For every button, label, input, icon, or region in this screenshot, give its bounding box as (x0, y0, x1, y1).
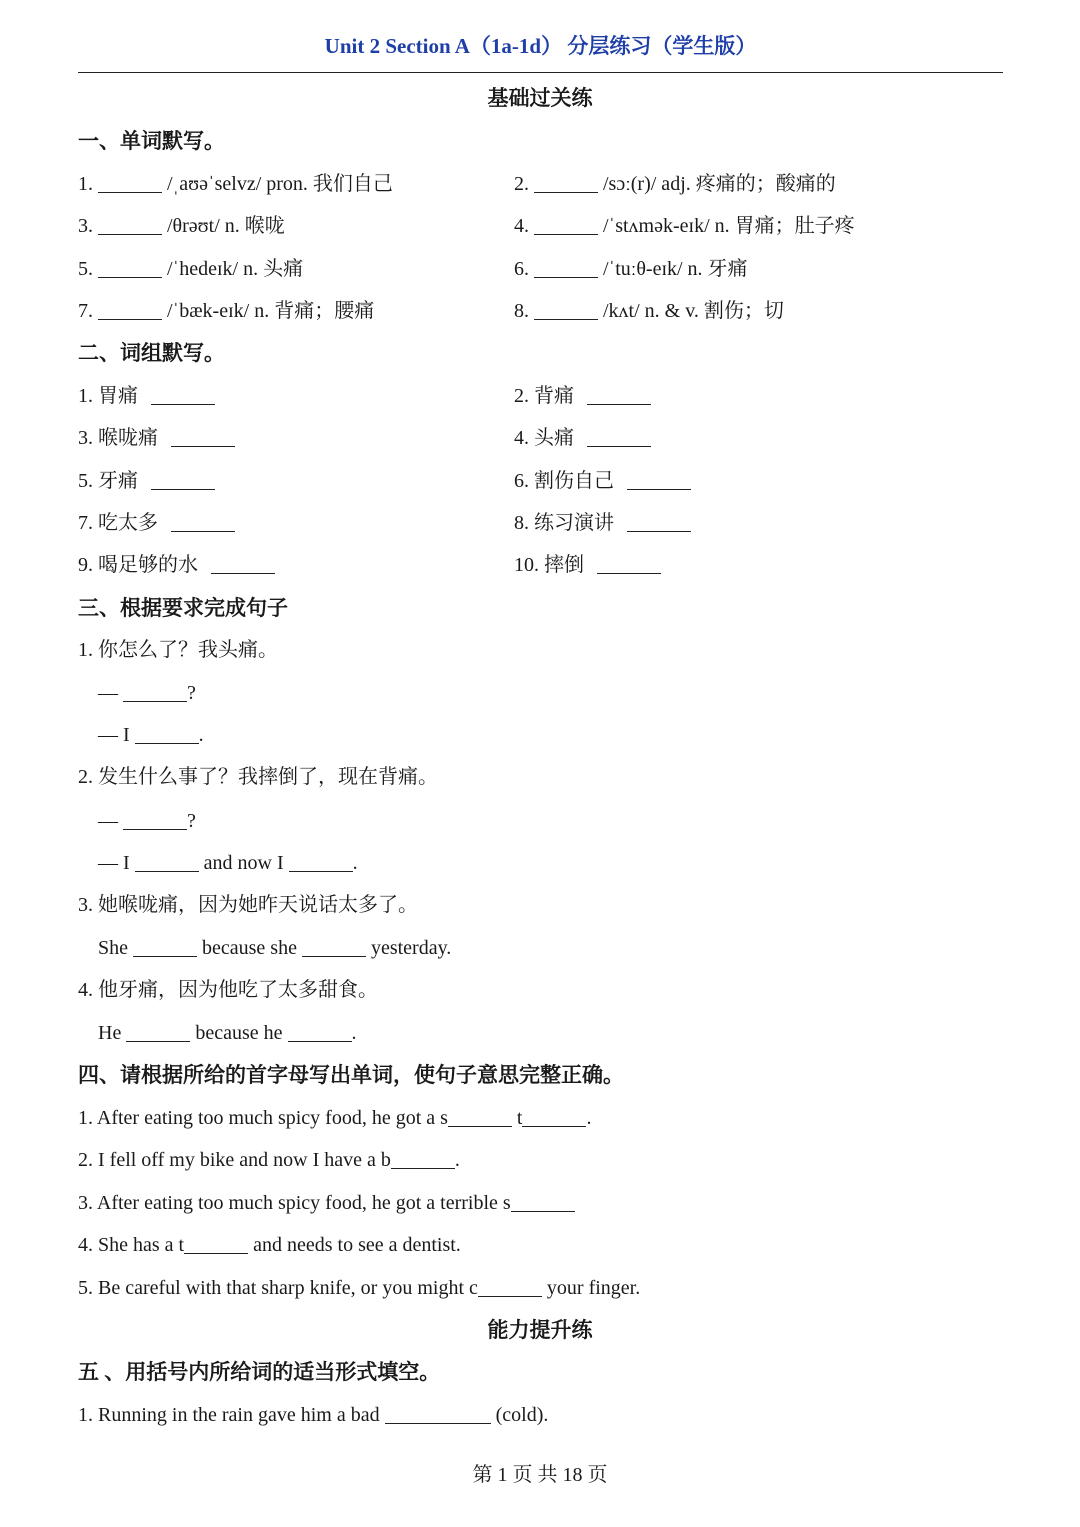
sentence-item: 1. After eating too much spicy food, he got a s t . (78, 1103, 591, 1133)
answer-blank[interactable] (171, 509, 235, 532)
answer-blank[interactable] (133, 934, 197, 957)
answer-blank[interactable] (478, 1274, 542, 1297)
vocab-item: 7. /ˈbæk-eɪk/ n. 背痛；腰痛 (78, 296, 374, 326)
vocab-item: 5. /ˈhedeɪk/ n. 头痛 (78, 254, 303, 284)
answer-blank[interactable] (587, 424, 651, 447)
answer-blank[interactable] (123, 679, 187, 702)
answer-blank[interactable] (627, 509, 691, 532)
answer-blank[interactable] (448, 1104, 512, 1127)
phrase-item: 6. 割伤自己 (514, 466, 691, 496)
answer-blank[interactable] (627, 467, 691, 490)
answer-blank[interactable] (135, 849, 199, 872)
vocab-item: 4. /ˈstʌmək-eɪk/ n. 胃痛；肚子疼 (514, 211, 855, 241)
page-number: 第 1 页 共 18 页 (472, 1464, 608, 1486)
sentence-item: 4. She has a t and needs to see a dentist. (78, 1230, 461, 1260)
answer-blank[interactable] (171, 424, 235, 447)
answer-blank[interactable] (534, 170, 598, 193)
answer-line: She because she yesterday. (98, 933, 451, 963)
answer-blank[interactable] (211, 551, 275, 574)
vocab-item: 6. /ˈtuːθ-eɪk/ n. 牙痛 (514, 254, 748, 284)
answer-blank[interactable] (511, 1189, 575, 1212)
phrase-item: 5. 牙痛 (78, 466, 215, 496)
question-prompt: 4. 他牙痛，因为他吃了太多甜食。 (78, 979, 378, 1001)
answer-blank[interactable] (534, 297, 598, 320)
answer-blank[interactable] (184, 1231, 248, 1254)
answer-blank[interactable] (587, 382, 651, 405)
phrase-item: 8. 练习演讲 (514, 508, 691, 538)
answer-line: — ? (98, 806, 196, 836)
page-header (78, 24, 1003, 73)
answer-blank[interactable] (98, 255, 162, 278)
phrase-item: 7. 吃太多 (78, 508, 235, 538)
section3-title: 三、根据要求完成句子 (78, 596, 288, 620)
answer-blank[interactable] (98, 212, 162, 235)
answer-blank[interactable] (391, 1146, 455, 1169)
question-prompt: 2. 发生什么事了？我摔倒了，现在背痛。 (78, 766, 438, 788)
answer-blank[interactable] (288, 1019, 352, 1042)
section4-title: 四、请根据所给的首字母写出单词，使句子意思完整正确。 (78, 1063, 624, 1087)
answer-blank[interactable] (522, 1104, 586, 1127)
answer-line: He because he . (98, 1018, 357, 1048)
answer-blank[interactable] (123, 807, 187, 830)
answer-blank[interactable] (302, 934, 366, 957)
phrase-item: 2. 背痛 (514, 381, 651, 411)
vocab-item: 8. /kʌt/ n. & v. 割伤；切 (514, 296, 784, 326)
question-prompt: 1. 你怎么了？我头痛。 (78, 639, 278, 661)
vocab-item: 3. /θrəʊt/ n. 喉咙 (78, 211, 285, 241)
answer-line: — I . (98, 720, 204, 750)
phrase-item: 3. 喉咙痛 (78, 423, 235, 453)
answer-blank[interactable] (151, 467, 215, 490)
phrase-item: 4. 头痛 (514, 423, 651, 453)
vocab-item: 2. /sɔː(r)/ adj. 疼痛的；酸痛的 (514, 169, 836, 199)
answer-blank[interactable] (126, 1019, 190, 1042)
section1-title: 一、单词默写。 (78, 129, 225, 153)
part2-heading: 能力提升练 (487, 1318, 593, 1342)
answer-blank[interactable] (534, 212, 598, 235)
vocab-item: 1. /ˌaʊəˈselvz/ pron. 我们自己 (78, 169, 393, 199)
answer-blank[interactable] (597, 551, 661, 574)
answer-blank[interactable] (385, 1401, 491, 1424)
part1-heading: 基础过关练 (487, 86, 593, 110)
answer-blank[interactable] (151, 382, 215, 405)
document-title: Unit 2 Section A（1a-1d） 分层练习（学生版） (324, 34, 757, 58)
answer-blank[interactable] (135, 721, 199, 744)
answer-line: — I and now I . (98, 848, 358, 878)
sentence-item: 3. After eating too much spicy food, he got a terrible s (78, 1188, 575, 1218)
sentence-item: 2. I fell off my bike and now I have a b . (78, 1145, 460, 1175)
section5-title: 五 、用括号内所给词的适当形式填空。 (78, 1360, 441, 1384)
phrase-item: 9. 喝足够的水 (78, 550, 275, 580)
phrase-item: 10. 摔倒 (514, 550, 661, 580)
answer-line: — ? (98, 678, 196, 708)
answer-blank[interactable] (289, 849, 353, 872)
answer-blank[interactable] (98, 297, 162, 320)
sentence-item: 1. Running in the rain gave him a bad (cold). (78, 1400, 548, 1430)
answer-blank[interactable] (98, 170, 162, 193)
sentence-item: 5. Be careful with that sharp knife, or you might c your finger. (78, 1273, 640, 1303)
question-prompt: 3. 她喉咙痛，因为她昨天说话太多了。 (78, 894, 418, 916)
phrase-item: 1. 胃痛 (78, 381, 215, 411)
section2-title: 二、词组默写。 (78, 341, 225, 365)
answer-blank[interactable] (534, 255, 598, 278)
